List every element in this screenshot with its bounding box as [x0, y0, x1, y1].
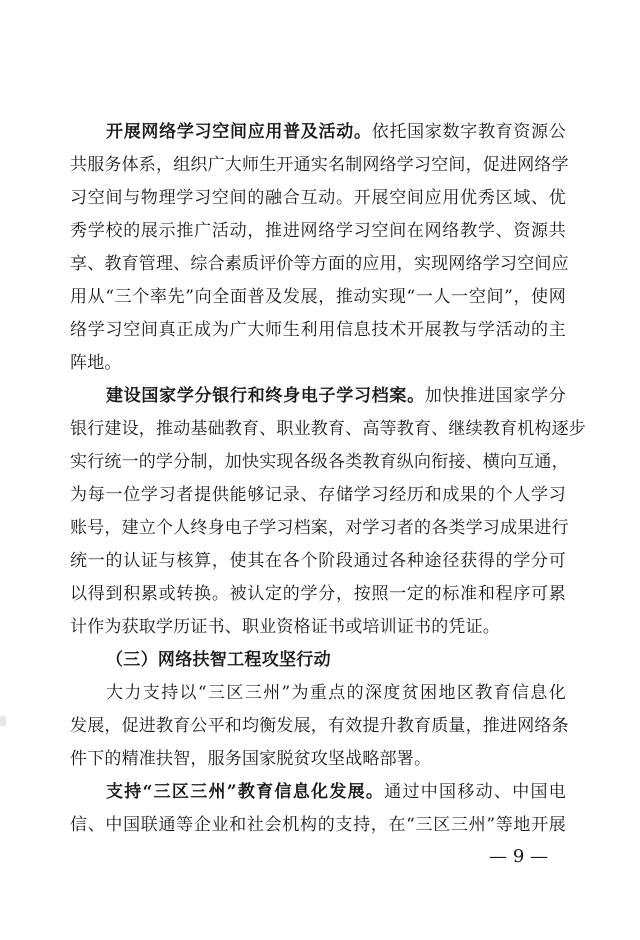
- paragraph-line: [106, 121, 566, 143]
- paragraph-line: 发展，促进教育公平和均衡发展，有效提升教育质量，推进网络条: [70, 716, 569, 736]
- paragraph-lead: 建设国家学分银行和终身电子学习档案。: [106, 386, 425, 406]
- paragraph-line: 件下的精准扶智，服务国家脱贫攻坚战略部署。: [70, 749, 432, 769]
- paragraph-line: 账号，建立个人终身电子学习档案，对学习者的各类学习成果进行: [70, 518, 569, 538]
- paragraph-line: 习空间与物理学习空间的融合互动。开展空间应用优秀区域、优: [70, 188, 566, 208]
- paragraph-line: [106, 385, 566, 407]
- paragraph-text: 依托国家数字教育资源公: [371, 122, 567, 142]
- scan-edge-mark: [0, 716, 6, 726]
- paragraph-line: 为每一位学习者提供能够记录、存储学习经历和成果的个人学习: [70, 485, 566, 505]
- paragraph-line: [106, 781, 566, 803]
- page-number: — 9 —: [489, 846, 548, 867]
- paragraph-line: 信、中国联通等企业和社会机构的支持，在“三区三州”等地开展: [70, 815, 566, 835]
- section-heading: （三）网络扶智工程攻坚行动: [106, 650, 331, 670]
- paragraph-line: 用从“三个率先”向全面普及发展，推动实现“一人一空间”，使网: [70, 287, 566, 307]
- paragraph-line: 统一的认证与核算，使其在各个阶段通过各种途径获得的学分可: [70, 551, 566, 571]
- paragraph-lead: 开展网络学习空间应用普及活动。: [106, 122, 372, 142]
- paragraph-line: 大力支持以“三区三州”为重点的深度贫困地区教育信息化: [106, 683, 566, 703]
- paragraph-line: 共服务体系，组织广大师生开通实名制网络学习空间，促进网络学: [70, 155, 569, 175]
- paragraph-line: 秀学校的展示推广活动，推进网络学习空间在网络教学、资源共: [70, 221, 566, 241]
- paragraph-line: 以得到积累或转换。被认定的学分，按照一定的标准和程序可累: [70, 584, 566, 604]
- paragraph-text: 通过中国移动、中国电: [384, 782, 566, 802]
- paragraph-line: 银行建设，推动基础教育、职业教育、高等教育、继续教育机构逐步: [70, 419, 586, 439]
- paragraph-lead: 支持“三区三州”教育信息化发展。: [106, 782, 385, 802]
- paragraph-text: 加快推进国家学分: [424, 386, 566, 406]
- paragraph-line: 络学习空间真正成为广大师生利用信息技术开展教与学活动的主: [70, 320, 566, 340]
- paragraph-line: 享、教育管理、综合素质评价等方面的应用，实现网络学习空间应: [70, 254, 569, 274]
- paragraph-line: 计作为获取学历证书、职业资格证书或培训证书的凭证。: [70, 617, 500, 637]
- paragraph-line: 实行统一的学分制，加快实现各级各类教育纵向衔接、横向互通，: [70, 452, 569, 472]
- paragraph-line: 阵地。: [70, 353, 122, 373]
